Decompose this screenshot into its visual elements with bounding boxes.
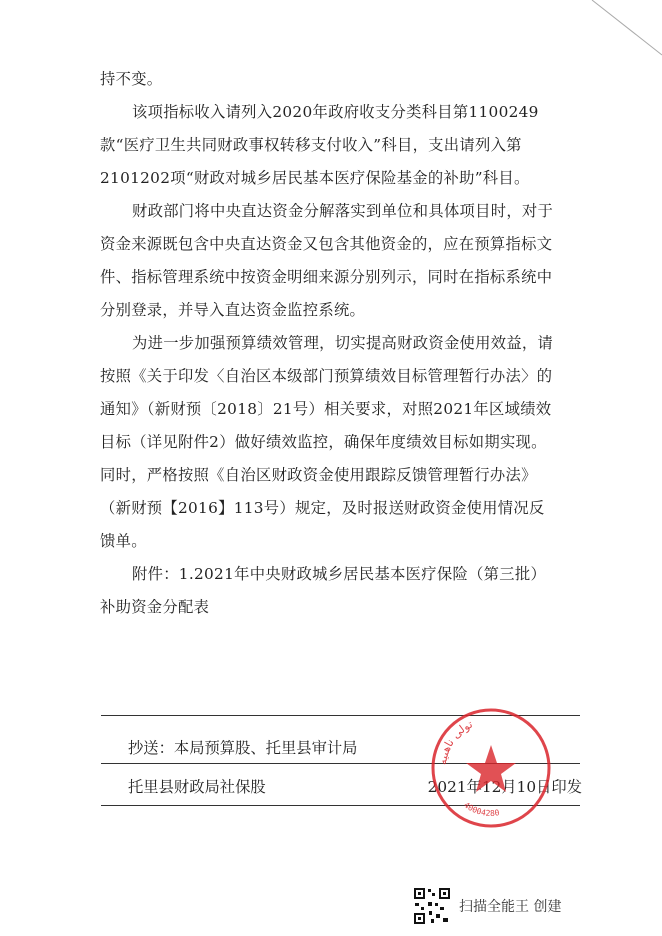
official-seal xyxy=(428,705,554,831)
seal-star-icon xyxy=(466,745,516,792)
svg-text:تولى ناھىيە xyxy=(436,718,475,766)
scanner-watermark xyxy=(413,887,561,925)
paragraph-attachment: 附件：1.2021年中央财政城乡居民基本医疗保险（第三批）补助资金分配表 xyxy=(100,565,547,616)
seal-number: 40004280 xyxy=(462,800,501,818)
paragraph-continuation: 持不变。 xyxy=(100,70,163,88)
paragraph-direct-funds: 财政部门将中央直达资金分解落实到单位和具体项目时，对于资金来源既包含中央直达资金又包含其他资金的，应在预算指标文件、指标管理系统中按资金明细来源分别列示，同时在指标系统中分别登录，并导入直达资金监控系统。 xyxy=(100,202,554,319)
body-text xyxy=(100,63,556,624)
paragraph-performance: 为进一步加强预算绩效管理，切实提高财政资金使用效益，请按照《关于印发〈自治区本级部门预算绩效目标管理暂行办法〉的通知》（新财预〔2018〕21号）相关要求，对照2021年区域绩效目标（详见附件2）做好绩效监控，确保年度绩效目标如期实现。同时，严格按照《自治区财政资金使用跟踪反馈管理暂行办法》（新财预【2016】113号）规定，及时报送财政资金使用情况反馈单。 xyxy=(100,334,554,550)
svg-text:40004280 xyxy=(462,801,500,818)
page-corner-fold xyxy=(582,0,662,60)
scanner-app-label: 扫描全能王 创建 xyxy=(459,899,562,915)
issue-date: 2021年12月10日印发 xyxy=(427,778,582,796)
qr-code-icon xyxy=(413,887,451,925)
paragraph-budget-subject: 该项指标收入请列入2020年政府收支分类科目第1100249款“医疗卫生共同财政事权转移支付收入”科目，支出请列入第2101202项“财政对城乡居民基本医疗保险基金的补助”科目。 xyxy=(100,103,539,187)
issuer-name: 托里县财政局社保股 xyxy=(128,778,266,796)
cc-line: 抄送：本局预算股、托里县审计局 xyxy=(128,739,358,757)
seal-text-uyghur: تولى ناھىيە xyxy=(436,717,475,766)
